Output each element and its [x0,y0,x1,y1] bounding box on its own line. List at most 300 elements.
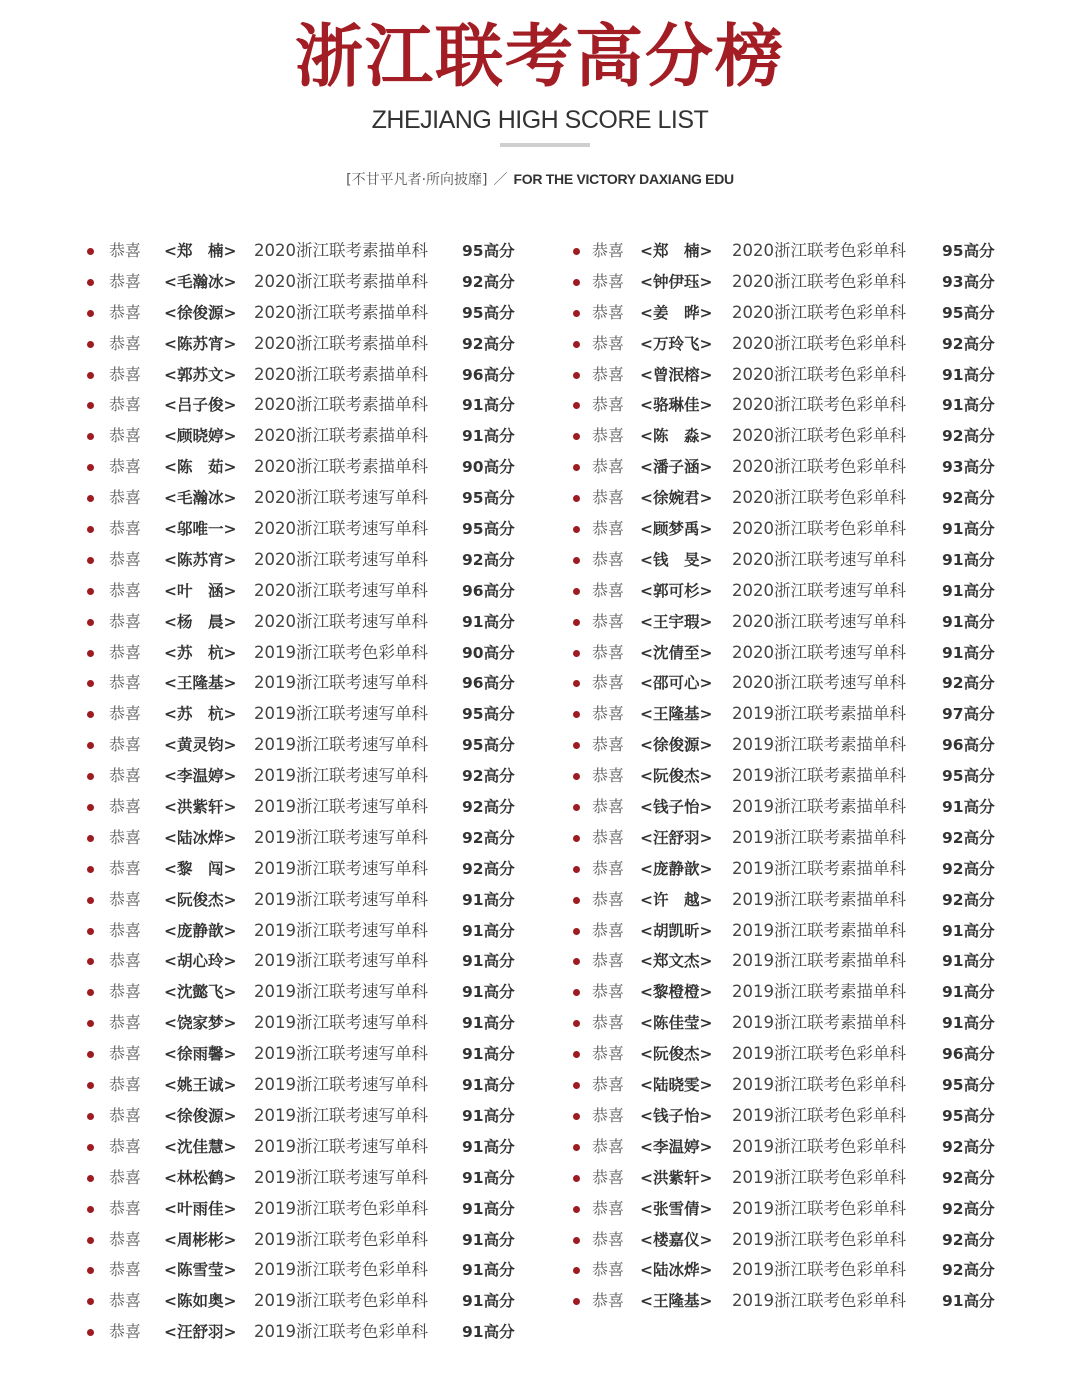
congrats-label: 恭喜 [109,519,142,539]
exam-subject: 2020浙江联考色彩单科 [732,302,906,322]
score-value: 96高分 [462,365,515,384]
list-item [86,452,526,483]
congrats-label: 恭喜 [592,1198,625,1218]
list-item [86,1132,526,1163]
list-item [86,360,526,391]
exam-subject: 2020浙江联考色彩单科 [732,333,906,353]
congrats-label: 恭喜 [109,1075,142,1095]
list-item [86,514,526,545]
exam-subject: 2019浙江联考色彩单科 [254,1260,428,1280]
exam-subject: 2020浙江联考色彩单科 [732,519,906,539]
student-name: <胡凯昕> [640,921,713,940]
exam-subject: 2020浙江联考素描单科 [254,457,428,477]
congrats-label: 恭喜 [592,766,625,786]
score-value: 91高分 [942,1014,995,1033]
congrats-label: 恭喜 [109,982,142,1002]
exam-subject: 2019浙江联考素描单科 [732,951,906,971]
student-name: <沈懿飞> [164,983,237,1002]
score-value: 91高分 [462,396,515,415]
student-name: <钟伊珏> [640,272,713,291]
congrats-label: 恭喜 [592,735,625,755]
list-item [572,360,1012,391]
bullet-dot-icon [573,619,580,626]
congrats-label: 恭喜 [109,426,142,446]
list-item [572,545,1012,576]
score-value: 92高分 [942,828,995,847]
list-item [86,329,526,360]
bullet-dot-icon [573,341,580,348]
exam-subject: 2019浙江联考速写单科 [254,1136,428,1156]
student-name: <顾晓婷> [164,427,237,446]
score-value: 91高分 [942,365,995,384]
list-item [572,452,1012,483]
exam-subject: 2019浙江联考速写单科 [254,797,428,817]
student-name: <钱子怡> [640,798,713,817]
student-name: <阮俊杰> [164,890,237,909]
bullet-dot-icon [87,928,94,935]
exam-subject: 2019浙江联考速写单科 [254,1013,428,1033]
congrats-label: 恭喜 [592,241,625,260]
student-name: <陆冰烨> [164,828,237,847]
exam-subject: 2019浙江联考色彩单科 [732,1167,906,1187]
score-value: 95高分 [942,767,995,786]
list-item [572,730,1012,761]
bullet-dot-icon [573,557,580,564]
student-name: <周彬彬> [164,1230,237,1249]
list-item [86,668,526,699]
score-value: 91高分 [462,1137,515,1156]
bullet-dot-icon [87,958,94,965]
bullet-dot-icon [87,773,94,780]
score-value: 91高分 [462,1230,515,1249]
congrats-label: 恭喜 [592,611,625,631]
exam-subject: 2020浙江联考素描单科 [254,426,428,446]
list-item [572,236,1012,267]
student-name: <苏 杭> [164,643,237,662]
congrats-label: 恭喜 [592,395,625,415]
list-item [86,638,526,669]
score-value: 97高分 [942,705,995,724]
score-value: 95高分 [942,303,995,322]
bullet-dot-icon [87,742,94,749]
bullet-dot-icon [87,989,94,996]
exam-subject: 2020浙江联考素描单科 [254,302,428,322]
bullet-dot-icon [573,989,580,996]
congrats-label: 恭喜 [109,549,142,569]
bullet-dot-icon [573,588,580,595]
bullet-dot-icon [573,1020,580,1027]
student-name: <黄灵钧> [164,736,237,755]
bullet-dot-icon [87,1206,94,1213]
student-name: <曾泯榕> [640,365,713,384]
exam-subject: 2019浙江联考速写单科 [254,1105,428,1125]
student-name: <钱子怡> [640,1106,713,1125]
bullet-dot-icon [87,1113,94,1120]
exam-subject: 2019浙江联考速写单科 [254,889,428,909]
score-value: 92高分 [462,334,515,353]
score-value: 92高分 [462,828,515,847]
exam-subject: 2020浙江联考素描单科 [254,241,428,260]
exam-subject: 2019浙江联考色彩单科 [732,1260,906,1280]
bullet-dot-icon [87,897,94,904]
score-value: 92高分 [462,550,515,569]
slogan-chinese: [不甘平凡者·所向披靡] [346,172,488,188]
congrats-label: 恭喜 [109,302,142,322]
student-name: <徐婉君> [640,489,713,508]
bullet-dot-icon [87,680,94,687]
score-value: 91高分 [462,1076,515,1095]
student-name: <邬唯一> [164,520,237,539]
bullet-dot-icon [573,742,580,749]
exam-subject: 2020浙江联考色彩单科 [732,241,906,260]
exam-subject: 2019浙江联考速写单科 [254,1075,428,1095]
exam-subject: 2020浙江联考速写单科 [254,488,428,508]
exam-subject: 2019浙江联考素描单科 [732,858,906,878]
congrats-label: 恭喜 [592,673,625,693]
exam-subject: 2019浙江联考色彩单科 [732,1136,906,1156]
exam-subject: 2019浙江联考素描单科 [732,797,906,817]
list-item [572,607,1012,638]
congrats-label: 恭喜 [592,642,625,662]
congrats-label: 恭喜 [592,704,625,724]
bullet-dot-icon [87,1267,94,1274]
list-item [86,730,526,761]
score-value: 95高分 [462,736,515,755]
exam-subject: 2019浙江联考色彩单科 [732,1291,906,1311]
list-item [572,792,1012,823]
score-value: 95高分 [462,520,515,539]
bullet-dot-icon [573,773,580,780]
list-item [572,329,1012,360]
list-item [86,792,526,823]
congrats-label: 恭喜 [109,889,142,909]
student-name: <陆冰烨> [640,1261,713,1280]
student-name: <陈 茹> [164,458,237,477]
student-name: <邵可心> [640,674,713,693]
exam-subject: 2019浙江联考素描单科 [732,920,906,940]
student-name: <叶 涵> [164,581,237,600]
list-item [86,823,526,854]
bullet-dot-icon [87,310,94,317]
congrats-label: 恭喜 [109,673,142,693]
score-value: 95高分 [942,242,995,260]
exam-subject: 2020浙江联考速写单科 [732,549,906,569]
exam-subject: 2019浙江联考速写单科 [254,1167,428,1187]
congrats-label: 恭喜 [109,395,142,415]
score-value: 90高分 [462,643,515,662]
exam-subject: 2020浙江联考素描单科 [254,271,428,291]
list-item [572,1070,1012,1101]
list-item [86,236,526,267]
list-item [86,885,526,916]
list-item [572,977,1012,1008]
exam-subject: 2020浙江联考速写单科 [254,519,428,539]
bullet-dot-icon [573,279,580,286]
exam-subject: 2020浙江联考速写单科 [732,642,906,662]
exam-subject: 2019浙江联考色彩单科 [732,1198,906,1218]
exam-subject: 2019浙江联考色彩单科 [254,1229,428,1249]
bullet-dot-icon [573,1298,580,1305]
bullet-dot-icon [87,1175,94,1182]
student-name: <陈雪莹> [164,1261,237,1280]
congrats-label: 恭喜 [592,549,625,569]
bullet-dot-icon [87,526,94,533]
score-value: 95高分 [942,1106,995,1125]
score-value: 95高分 [462,303,515,322]
bullet-dot-icon [87,248,94,255]
exam-subject: 2020浙江联考速写单科 [732,580,906,600]
score-value: 91高分 [942,952,995,971]
exam-subject: 2019浙江联考速写单科 [254,951,428,971]
exam-subject: 2020浙江联考素描单科 [254,364,428,384]
student-name: <姚王诚> [164,1076,237,1095]
student-name: <钱 旻> [640,550,713,569]
bullet-dot-icon [573,310,580,317]
score-value: 92高分 [942,1137,995,1156]
student-name: <骆琳佳> [640,396,713,415]
exam-subject: 2019浙江联考素描单科 [732,735,906,755]
student-name: <徐俊源> [640,736,713,755]
bullet-dot-icon [573,495,580,502]
score-value: 91高分 [462,1261,515,1280]
slogan [0,168,1080,191]
exam-subject: 2019浙江联考速写单科 [254,920,428,940]
score-value: 96高分 [462,674,515,693]
student-name: <毛瀚冰> [164,272,237,291]
score-value: 91高分 [462,1045,515,1064]
student-name: <林松鹤> [164,1168,237,1187]
student-name: <李温婷> [640,1137,713,1156]
score-value: 90高分 [462,458,515,477]
student-name: <汪舒羽> [640,828,713,847]
score-value: 92高分 [942,334,995,353]
bullet-dot-icon [573,402,580,409]
student-name: <阮俊杰> [640,1045,713,1064]
congrats-label: 恭喜 [592,1013,625,1033]
student-name: <王隆基> [640,1292,713,1311]
exam-subject: 2020浙江联考素描单科 [254,333,428,353]
list-item [86,545,526,576]
slogan-english: FOR THE VICTORY DAXIANG EDU [513,171,734,187]
congrats-label: 恭喜 [109,1291,142,1311]
list-item [86,1225,526,1256]
student-name: <王隆基> [640,705,713,724]
congrats-label: 恭喜 [592,797,625,817]
congrats-label: 恭喜 [109,580,142,600]
list-item [86,1070,526,1101]
list-item [86,1255,526,1286]
congrats-label: 恭喜 [592,982,625,1002]
list-item [572,1008,1012,1039]
exam-subject: 2019浙江联考素描单科 [732,982,906,1002]
exam-subject: 2019浙江联考速写单科 [254,827,428,847]
exam-subject: 2019浙江联考速写单科 [254,704,428,724]
bullet-dot-icon [573,1206,580,1213]
congrats-label: 恭喜 [109,1013,142,1033]
exam-subject: 2019浙江联考素描单科 [732,889,906,909]
slogan-separator: ／ [493,172,508,188]
score-value: 92高分 [942,859,995,878]
score-value: 92高分 [942,890,995,909]
exam-subject: 2020浙江联考速写单科 [254,549,428,569]
congrats-label: 恭喜 [592,519,625,539]
score-value: 91高分 [942,396,995,415]
list-item [572,946,1012,977]
score-value: 91高分 [942,983,995,1002]
bullet-dot-icon [573,248,580,255]
bullet-dot-icon [573,897,580,904]
student-name: <张雪倩> [640,1199,713,1218]
congrats-label: 恭喜 [592,827,625,847]
list-item [86,916,526,947]
list-item [86,1101,526,1132]
score-value: 91高分 [462,1292,515,1311]
student-name: <顾梦禹> [640,520,713,539]
bullet-dot-icon [573,804,580,811]
student-name: <叶雨佳> [164,1199,237,1218]
score-value: 91高分 [462,952,515,971]
bullet-dot-icon [573,1237,580,1244]
congrats-label: 恭喜 [109,611,142,631]
list-item [572,1255,1012,1286]
student-name: <杨 晨> [164,612,237,631]
congrats-label: 恭喜 [109,735,142,755]
exam-subject: 2019浙江联考色彩单科 [732,1229,906,1249]
score-value: 93高分 [942,458,995,477]
list-item [572,854,1012,885]
list-item [572,390,1012,421]
congrats-label: 恭喜 [592,1260,625,1280]
exam-subject: 2019浙江联考速写单科 [254,858,428,878]
student-name: <沈倩至> [640,643,713,662]
congrats-label: 恭喜 [109,766,142,786]
bullet-dot-icon [573,928,580,935]
exam-subject: 2019浙江联考色彩单科 [254,1198,428,1218]
student-name: <陈 淼> [640,427,713,446]
student-name: <吕子俊> [164,396,237,415]
bullet-dot-icon [87,1051,94,1058]
student-name: <庞静歆> [164,921,237,940]
congrats-label: 恭喜 [592,1075,625,1095]
list-item [572,1163,1012,1194]
congrats-label: 恭喜 [109,797,142,817]
list-item [86,483,526,514]
exam-subject: 2020浙江联考速写单科 [732,611,906,631]
bullet-dot-icon [87,279,94,286]
congrats-label: 恭喜 [592,1229,625,1249]
student-name: <王宇瑕> [640,612,713,631]
student-name: <万玲飞> [640,334,713,353]
list-item [572,267,1012,298]
congrats-label: 恭喜 [592,271,625,291]
score-value: 91高分 [462,1323,515,1342]
congrats-label: 恭喜 [592,580,625,600]
student-name: <胡心玲> [164,952,237,971]
student-name: <毛瀚冰> [164,489,237,508]
score-value: 92高分 [942,674,995,693]
bullet-dot-icon [87,1020,94,1027]
bullet-dot-icon [573,372,580,379]
score-value: 92高分 [942,1199,995,1218]
score-value: 92高分 [942,1261,995,1280]
bullet-dot-icon [87,1144,94,1151]
exam-subject: 2019浙江联考素描单科 [732,1013,906,1033]
score-value: 92高分 [462,798,515,817]
list-item [572,761,1012,792]
bullet-dot-icon [573,958,580,965]
bullet-dot-icon [87,619,94,626]
student-name: <楼嘉仪> [640,1230,713,1249]
bullet-dot-icon [87,835,94,842]
score-value: 92高分 [462,859,515,878]
congrats-label: 恭喜 [109,1229,142,1249]
student-name: <郭可杉> [640,581,713,600]
list-item [86,1008,526,1039]
congrats-label: 恭喜 [592,1105,625,1125]
congrats-label: 恭喜 [592,889,625,909]
congrats-label: 恭喜 [592,1136,625,1156]
student-name: <黎 闯> [164,859,237,878]
student-name: <沈佳慧> [164,1137,237,1156]
student-name: <陈苏宵> [164,334,237,353]
exam-subject: 2019浙江联考色彩单科 [732,1075,906,1095]
score-value: 92高分 [462,767,515,786]
bullet-dot-icon [573,526,580,533]
score-value: 91高分 [462,1168,515,1187]
page-title: 浙江联考高分榜 [294,18,785,97]
score-value: 91高分 [942,520,995,539]
exam-subject: 2019浙江联考速写单科 [254,982,428,1002]
bullet-dot-icon [573,1175,580,1182]
exam-subject: 2019浙江联考素描单科 [732,766,906,786]
list-item [572,1194,1012,1225]
list-item [572,668,1012,699]
student-name: <李温婷> [164,767,237,786]
exam-subject: 2020浙江联考素描单科 [254,395,428,415]
congrats-label: 恭喜 [109,1105,142,1125]
student-name: <许 越> [640,890,713,909]
score-value: 91高分 [942,921,995,940]
bullet-dot-icon [573,1144,580,1151]
student-name: <汪舒羽> [164,1323,237,1342]
congrats-label: 恭喜 [592,858,625,878]
list-item [86,854,526,885]
score-value: 96高分 [942,1045,995,1064]
score-value: 92高分 [942,427,995,446]
list-item [86,1039,526,1070]
list-item [572,483,1012,514]
list-item [572,514,1012,545]
congrats-label: 恭喜 [109,1044,142,1064]
score-value: 93高分 [942,272,995,291]
congrats-label: 恭喜 [109,827,142,847]
exam-subject: 2019浙江联考速写单科 [254,735,428,755]
exam-subject: 2019浙江联考色彩单科 [732,1044,906,1064]
congrats-label: 恭喜 [592,457,625,477]
bullet-dot-icon [87,1237,94,1244]
student-name: <徐雨馨> [164,1045,237,1064]
score-value: 95高分 [942,1076,995,1095]
list-item [86,1163,526,1194]
exam-subject: 2019浙江联考素描单科 [732,827,906,847]
student-name: <饶家梦> [164,1014,237,1033]
bullet-dot-icon [573,711,580,718]
bullet-dot-icon [573,433,580,440]
congrats-label: 恭喜 [109,1260,142,1280]
bullet-dot-icon [87,402,94,409]
list-item [572,916,1012,947]
list-item [572,885,1012,916]
